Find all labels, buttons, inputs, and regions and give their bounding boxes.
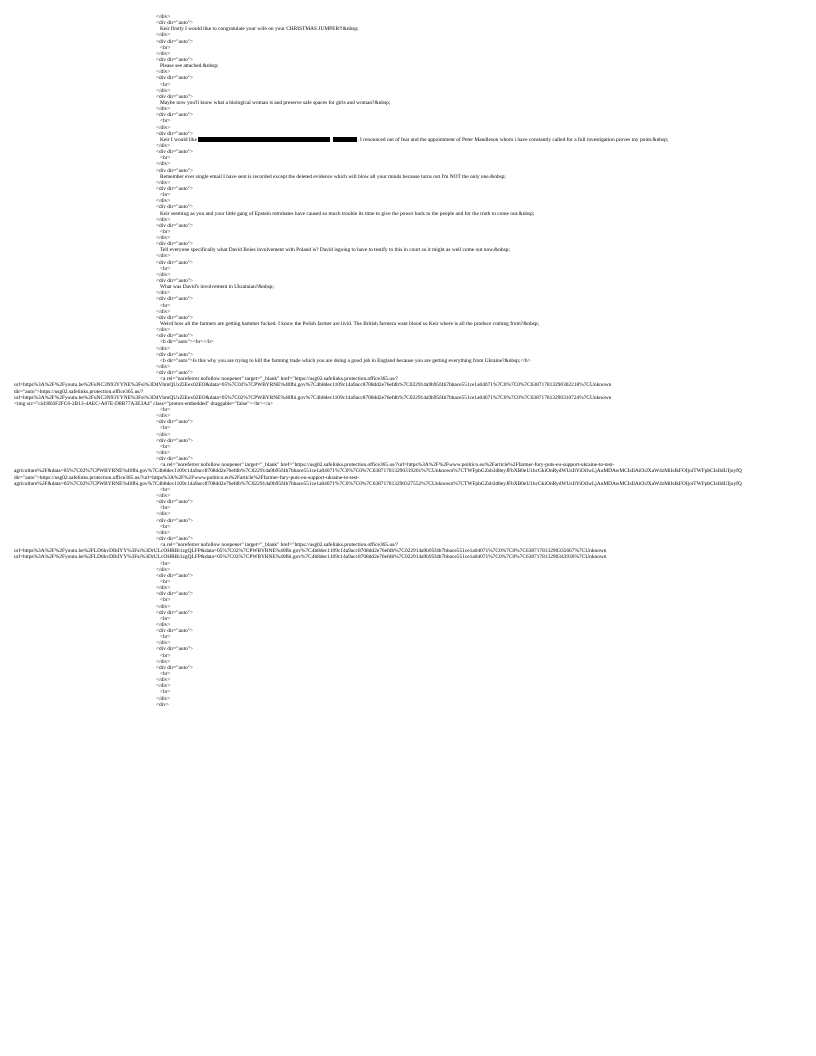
source-line-text: <div dir="auto"> (156, 20, 194, 27)
source-line-text: </div> (156, 124, 171, 131)
redaction-block (333, 137, 357, 142)
source-line-text: <br> (160, 443, 171, 450)
source-line-text: <div dir="auto"> (156, 204, 194, 211)
source-line-text: </div> (156, 677, 171, 684)
source-line-text: </div> (156, 492, 171, 499)
source-line-text: <div dir="auto"> (156, 646, 194, 653)
source-line-text: <br> (160, 44, 171, 51)
source-line-text: </div> (156, 271, 171, 278)
source-line-text: What was David's involvement in Ukrainian?&nbsp; (160, 284, 275, 291)
source-line-text: <a rel="noreferrer nofollow noopener" target="_blank" href="https://usg02.safelinks.protection.office365.us/? (160, 376, 399, 383)
source-line-text: Keir I would like (160, 136, 197, 143)
source-line-text: <div dir="auto"> (156, 149, 194, 156)
redaction-block (198, 137, 330, 142)
source-line-text: <div dir="auto"> (156, 499, 194, 506)
source-line-text: <div dir="auto"> (156, 222, 194, 229)
source-line-text: <div dir="auto"> (156, 333, 194, 340)
source-line-text: <br> (160, 486, 171, 493)
source-line-text: </div> (156, 235, 171, 242)
source-line-text: <div dir="auto"> (156, 296, 194, 303)
source-line-text: </div> (156, 106, 171, 113)
source-line-text: <br> (160, 407, 171, 413)
source-line-text: <div dir="auto"> (156, 314, 194, 321)
source-line-text: <br> (160, 597, 171, 604)
source-line-text: </div> (156, 511, 171, 518)
source-line-text: </div> (156, 603, 171, 610)
source-line-text: <div> (156, 701, 169, 708)
source-line-text: </div> (156, 179, 171, 186)
source-line-text: </div> (156, 32, 171, 39)
source-line-text: </div> (156, 566, 171, 573)
source-line-text: <div dir="auto"> (156, 591, 194, 598)
source-line-text: <br> (160, 155, 171, 162)
source-line-text: </div> (156, 695, 171, 702)
source-line-text: </div> (156, 161, 171, 168)
source-line-text: <br> (160, 118, 171, 125)
source-line-text: <br> (160, 505, 171, 512)
source-line-text: dir="auto">https://usg02.safelinks.protection.office365.us/? (14, 388, 144, 395)
source-line-text: Please see attached.&nbsp; (160, 63, 219, 70)
source-line-text: <br> (160, 652, 171, 659)
source-line-text: dir="auto">https://usg02.safelinks.protection.office365.us/?url=https%3A%2F%2Fwww.politico.eu%2Farticle%2Ffarmer-fury-puts-eu-support-ukraine-to-test- (14, 474, 360, 481)
source-line-text: </div> (156, 198, 171, 205)
source-line-text: url=https%3A%2F%2Fyoutu.be%2FuNC3N93YYNE%3Fsi%3D4VhmQUxZiEex02EO&data=05%7C02%7CPWBYRNE%40fbi.gov%7C4b8dec1109c14a9acc8708dd2e76efdb%7C022914a9b95f4b7bbace551ce1a04071%7C0%7C0%7C638717813290310724%7CUnknown (14, 394, 612, 401)
source-line-text: <br> (160, 523, 171, 530)
source-line-text: <div dir="auto"> (156, 278, 194, 285)
source-line-text: <div dir="auto"> (156, 38, 194, 45)
source-line-text: </div> (156, 50, 171, 57)
source-line-text: </div> (156, 529, 171, 536)
document-body (0, 14, 816, 708)
source-line-text: <div dir="auto"> (156, 241, 194, 248)
source-line-text: <div dir="auto"> (156, 609, 194, 616)
source-line-text: <div dir="auto"> (156, 56, 194, 63)
source-line-text: <br> (160, 302, 171, 309)
source-line-text: </div> (156, 621, 171, 628)
source-line-text: <div dir="auto"> (156, 259, 194, 266)
source-line-text: <div dir="auto"> (156, 437, 194, 444)
source-line-text: </div> (156, 69, 171, 76)
source-line-text: <br> (160, 228, 171, 235)
source-line-text: <br> (160, 634, 171, 641)
source-line-text: <div dir="auto"> (156, 628, 194, 635)
source-line-text: </div> (156, 640, 171, 647)
source-line-text: <div dir="auto"> (156, 572, 194, 579)
source-line-text: <div dir="auto"> (156, 93, 194, 100)
source-line-text: </div> (156, 327, 171, 334)
source-line-text: </div> (156, 87, 171, 94)
source-line-text: <br> (160, 689, 171, 696)
source-line-text: </div> (156, 142, 171, 149)
source-line-text: </div> (156, 290, 171, 297)
source-line-text: <div dir="auto"> (156, 167, 194, 174)
source-line-text: <br> (160, 81, 171, 88)
source-line-text: Keir seeming as you and your little gang of Epstein retrobates have caused so much trouble its time to give the power back to the people and for the truth to come out.&nbsp; (160, 210, 535, 217)
source-line-text: <a rel="noreferrer nofollow noopener" target="_blank" href="https://usg02.safelinks.protection.office365.us/?url=https%3A%2F%2Fwww.politico.eu%2Farticle%2Ffarmer-fury-puts-eu-support-ukraine-to-test- (160, 462, 615, 469)
source-line-text-after: . I renounced out of fear and the appointment of Peter Mandleson whom i have constantly called for a full investigation proves my point.&nbsp; (357, 136, 669, 143)
source-line-text: </div> (156, 345, 171, 352)
source-line-text: <div dir="auto"> (156, 535, 194, 542)
source-line-text: </div> (156, 431, 171, 438)
source-line-text: Keir firstly I would like to congratulate your wife on your CHRISTMAS JUMPER!!&nbsp; (160, 26, 359, 33)
source-line-text: Weird how all the farmers are getting hammer fucked. I know the Polish farmer are livid. The British farmera want blood so Keir where is all the produce coming from?&nbsp; (160, 321, 539, 328)
source-line-text: url=https%3A%2F%2Fyoutu.be%2FuNC3N93YYNE%3Fsi%3D4VhmQUxZiEex02EO&data=05%7C02%7CPWBYRNE%40fbi.gov%7C4b8dec1109c14a9acc8708dd2e76efdb%7C022914a9b95f4b7bbace551ce1a04071%7C0%7C0%7C638717813290302218%7CUnknown (14, 382, 612, 389)
source-line-text: agriculture%2F&data=05%7C02%7CPWBYRNE%40fbi.gov%7C4b8dec1109c14a9acc8708dd2e76efdb%7C022914a9b95f4b7bbace551ce1a04071%7C0%7C0%7C638717813290319261%7CUnknown%7CTWFpbGZsb3d8eyJFbXB0eU1hcGkiOnRydWUsIlYiOiIwLjAuMDAwMCIsIlAiOiJXaW4zMiIsIkFOIjoiTWFpbCIsIldUIjoyfQ (14, 468, 742, 475)
source-line-text: agriculture%2F&data=05%7C02%7CPWBYRNE%40fbi.gov%7C4b8dec1109c14a9acc8708dd2e76efdb%7C022914a9b95f4b7bbace551ce1a04071%7C0%7C0%7C638717813290327552%7CUnknown%7CTWFpbGZsb3d8eyJFbXB0eU1hcGkiOnRydWUsIlYiOiIwLjAuMDAwMCIsIlAiOiJXaW4zMiIsIkFOIjoiTWFpbCIsIldUIjoyfQ (14, 480, 742, 487)
source-line-text: </div> (156, 253, 171, 260)
source-line (0, 481, 816, 487)
source-line-text: <br> (160, 578, 171, 585)
source-line-text: </div> (156, 449, 171, 456)
source-line-text: </div> (156, 14, 171, 20)
source-line-text: <div dir="auto"> (156, 185, 194, 192)
source-line-text: </div> (156, 683, 171, 690)
source-line-text: <br> (160, 425, 171, 432)
source-line-text: </div> (156, 585, 171, 592)
source-line-text: Tell everyone specifically what David Boies involvement with Poland is? David isgoing to have to testify to this in court so it might as well come out now.&nbsp; (160, 247, 510, 254)
source-line-text: </div> (156, 658, 171, 665)
source-line-text: <br> (160, 265, 171, 272)
source-line (0, 702, 816, 708)
source-line-text: </div> (156, 413, 171, 420)
source-line-text: url=https%3A%2F%2Fyoutu.be%2FLD6kvDIhIYY%3Fsi%3DrULcOHRBi1zgQLFP&data=05%7C02%7CPWBYRNE%40fbi.gov%7C4b8dec1109c14a9acc8708dd2e76efdb%7C022914a9b95f4b7bbace551ce1a04071%7C0%7C0%7C638717813290335667%7CUnknown (14, 548, 607, 555)
source-line-text: Remember ever single email I have sent is recorded except the deleted evidence which will blow all your minds because turns out I'm NOT the only one.&nbsp; (160, 173, 506, 180)
source-line-text: <br> (160, 192, 171, 199)
source-line-text: <br> (160, 560, 171, 567)
source-line-text: <div dir="auto"> (156, 419, 194, 426)
source-line-text: <img src="cid:8E6F2FC6-2B13-4AEC-A07E-D8B77A3E3A4" class="proton-embedded" draggable="false"><br></a> (14, 400, 273, 407)
source-line-text: Maybe now you'll know what a biological woman is and preserve safe spaces for girls and woman?&nbsp; (160, 99, 391, 106)
source-line-text: </div> (156, 216, 171, 223)
source-line-text: <br> (160, 671, 171, 678)
source-line-text: <b dir="auto"><br></b> (160, 339, 214, 346)
source-line-text: <div dir="auto"> (156, 112, 194, 119)
source-line-text: <div dir="auto"> (156, 664, 194, 671)
source-line-text: <div dir="auto"> (156, 130, 194, 137)
source-line-text: </div> (156, 308, 171, 315)
source-line-text: url=https%3A%2F%2Fyoutu.be%2FLD6kvDIhIYY%3Fsi%3DrULcOHRBi1zgQLFP&data=05%7C02%7CPWBYRNE%40fbi.gov%7C4b8dec1109c14a9acc8708dd2e76efdb%7C022914a9b95f4b7bbace551ce1a04071%7C0%7C0%7C638717813290343930%7CUnknown (14, 554, 607, 561)
source-line-text: </div> (156, 364, 171, 371)
source-line-text: <div dir="auto"> (156, 351, 194, 358)
source-line-text: <b dir="auto">Is this why you are trying to kill the farming trade which you are doing a good job in England because you are getting everything from Ukraine?&nbsp;</b> (160, 357, 531, 364)
source-line-text: <div dir="auto"> (156, 517, 194, 524)
source-line-text: <div dir="auto"> (156, 456, 194, 463)
source-line-text: <div dir="auto"> (156, 75, 194, 82)
source-line-text: <div dir="auto"> (156, 370, 194, 377)
source-line-text: <a rel="noreferrer nofollow noopener" target="_blank" href="https://usg02.safelinks.protection.office365.us/? (160, 542, 399, 549)
source-line-text: <br> (160, 615, 171, 622)
